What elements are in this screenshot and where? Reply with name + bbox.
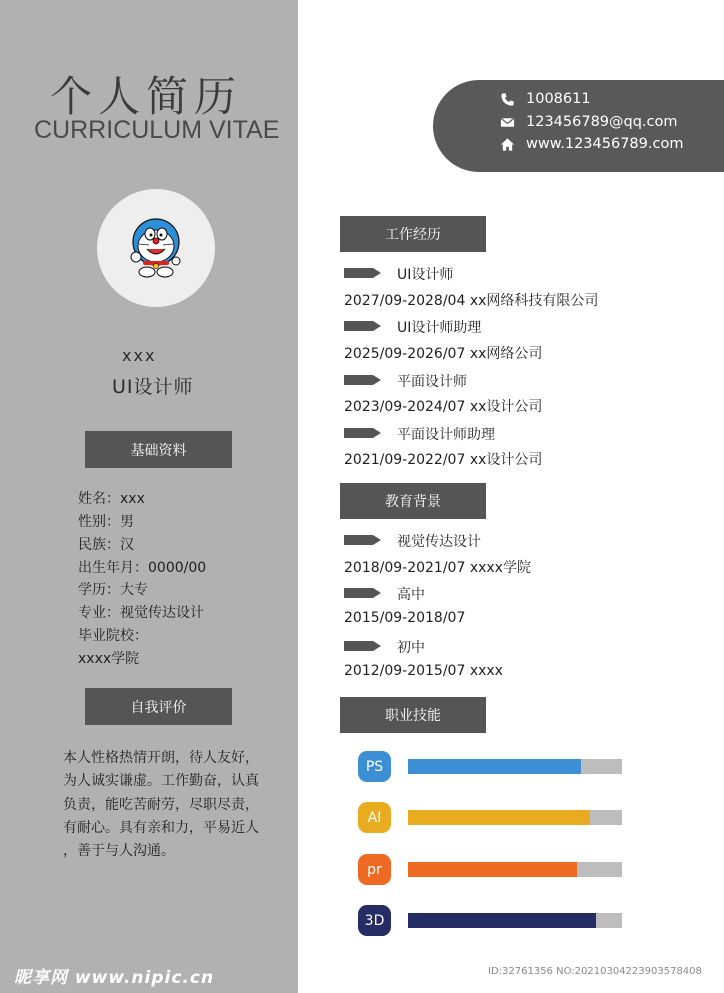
self-eval-line: 有耐心。具有亲和力，平易近人 bbox=[63, 819, 259, 836]
work-item-detail: 2027/09-2028/04 xx网络科技有限公司 bbox=[344, 293, 599, 309]
self-eval-line: 负责，能吃苦耐劳，尽职尽责， bbox=[63, 796, 259, 813]
education-item-title: 初中 bbox=[397, 640, 425, 656]
arrow-icon bbox=[344, 428, 381, 438]
work-item-detail: 2021/09-2022/07 xx设计公司 bbox=[344, 452, 543, 468]
arrow-icon bbox=[344, 641, 381, 651]
work-header: 工作经历 bbox=[340, 216, 486, 252]
candidate-name: xxx bbox=[122, 346, 157, 365]
arrow-icon bbox=[344, 375, 381, 385]
avatar bbox=[97, 189, 215, 307]
skill-track-ps bbox=[408, 759, 622, 774]
phone-icon bbox=[500, 92, 515, 107]
watermark-logo: 昵享网 www.nipic.cn bbox=[14, 968, 215, 988]
info-birth: 出生年月：0000/00 bbox=[78, 560, 207, 576]
self-eval-line: 为人诚实谦虚。工作勤奋，认真 bbox=[63, 773, 259, 790]
arrow-icon bbox=[344, 588, 381, 598]
cartoon-cat-avatar-icon bbox=[127, 217, 185, 279]
info-major: 专业：视觉传达设计 bbox=[78, 605, 204, 621]
skill-badge-ai: AI bbox=[358, 802, 391, 833]
skill-track-ai bbox=[408, 810, 622, 825]
info-education: 学历：大专 bbox=[78, 582, 148, 598]
work-item-title: 平面设计师助理 bbox=[397, 427, 495, 443]
self-eval-header: 自我评价 bbox=[85, 688, 232, 725]
arrow-icon bbox=[344, 268, 381, 278]
education-item-detail: 2018/09-2021/07 xxxx学院 bbox=[344, 560, 531, 576]
self-eval-line: 本人性格热情开朗，待人友好， bbox=[63, 750, 259, 766]
skills-header: 职业技能 bbox=[340, 697, 486, 733]
education-item-detail: 2015/09-2018/07 bbox=[344, 610, 466, 626]
skill-track-pr bbox=[408, 862, 622, 877]
contact-phone-text: 1008611 bbox=[526, 91, 591, 107]
skill-fill-ps bbox=[408, 759, 581, 774]
info-ethnicity: 民族：汉 bbox=[78, 537, 134, 553]
skill-fill-ai bbox=[408, 810, 590, 825]
info-school: xxxx学院 bbox=[78, 651, 140, 667]
contact-website-text: www.123456789.com bbox=[526, 136, 684, 152]
education-header: 教育背景 bbox=[340, 483, 486, 519]
education-item-title: 高中 bbox=[397, 587, 425, 603]
watermark-id: ID:32761356 NO:20210304223903578408 bbox=[488, 966, 702, 977]
education-item-detail: 2012/09-2015/07 xxxx bbox=[344, 663, 503, 679]
work-item-detail: 2025/09-2026/07 xx网络公司 bbox=[344, 346, 543, 362]
work-item-title: UI设计师助理 bbox=[397, 320, 482, 336]
page-subtitle: CURRICULUM VITAE bbox=[34, 116, 280, 144]
info-name: 姓名：xxx bbox=[78, 491, 145, 507]
contact-email-text: 123456789@qq.com bbox=[526, 114, 678, 130]
home-icon bbox=[500, 137, 515, 152]
skill-badge-ps: PS bbox=[358, 751, 391, 782]
skill-badge-3d: 3D bbox=[358, 905, 391, 936]
contact-phone bbox=[500, 91, 591, 107]
work-item-title: 平面设计师 bbox=[397, 374, 467, 390]
skill-track-3d bbox=[408, 913, 622, 928]
skill-badge-pr: pr bbox=[358, 854, 391, 885]
info-gender: 性别：男 bbox=[78, 514, 134, 530]
candidate-job-title: UI设计师 bbox=[112, 376, 194, 398]
contact-website bbox=[500, 136, 683, 152]
education-item-title: 视觉传达设计 bbox=[397, 534, 481, 550]
self-eval-line: ，善于与人沟通。 bbox=[63, 843, 175, 860]
skill-fill-3d bbox=[408, 913, 596, 928]
work-item-title: UI设计师 bbox=[397, 267, 454, 283]
arrow-icon bbox=[344, 535, 381, 545]
page-title: 个人简历 bbox=[50, 72, 243, 121]
work-item-detail: 2023/09-2024/07 xx设计公司 bbox=[344, 399, 543, 415]
self-evaluation-text bbox=[63, 747, 277, 863]
skill-fill-pr bbox=[408, 862, 577, 877]
contact-email bbox=[500, 114, 678, 130]
basic-info-header: 基础资料 bbox=[85, 431, 232, 468]
info-school-label: 毕业院校： bbox=[78, 628, 148, 644]
mail-icon bbox=[500, 115, 515, 130]
arrow-icon bbox=[344, 321, 381, 331]
